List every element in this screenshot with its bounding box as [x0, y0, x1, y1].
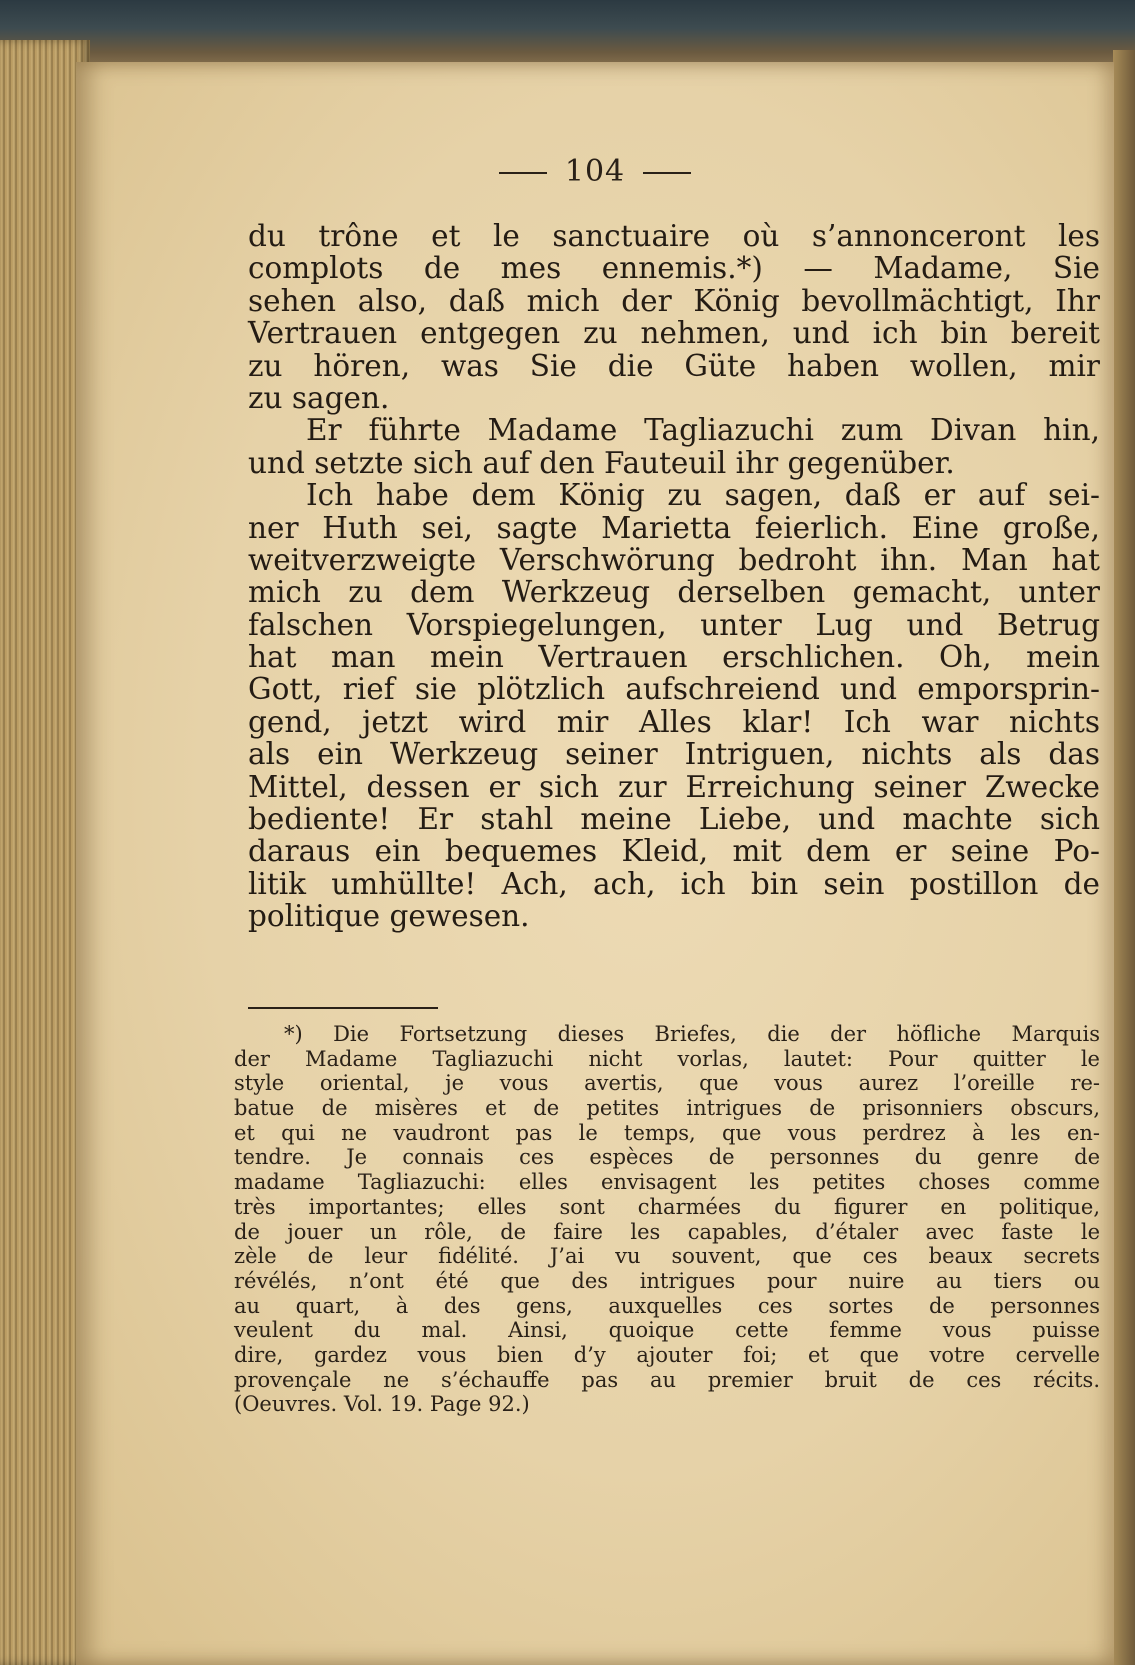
text-line: und setzte sich auf den Fauteuil ihr gegenüber. — [248, 445, 955, 480]
footnote-line: madame Tagliazuchi: elles envisagent les petites choses comme — [234, 1170, 1100, 1195]
text-line: mich zu dem Werkzeug derselben gemacht, unter — [248, 575, 1100, 610]
text-line: Ich habe dem König zu sagen, daß er auf sei- — [306, 478, 1100, 513]
footnote-line: style oriental, je vous avertis, que vous aurez l’oreille re- — [234, 1071, 1100, 1096]
footnote-line: veulent du mal. Ainsi, quoique cette femme vous puisse — [234, 1318, 1100, 1343]
text-line: zu sagen. — [248, 380, 390, 415]
text-line: du trône et le sanctuaire où s’annonceront les — [248, 219, 1100, 253]
text-line: falschen Vorspiegelungen, unter Lug und Betrug — [248, 607, 1100, 642]
text-line: bediente! Er stahl meine Liebe, und machte sich — [248, 802, 1100, 837]
text-line: Er führte Madame Tagliazuchi zum Divan hin, — [306, 413, 1100, 448]
text-line: ner Huth sei, sagte Marietta feierlich. Eine große, — [248, 510, 1100, 545]
text-line: sehen also, daß mich der König bevollmächtigt, Ihr — [248, 283, 1100, 318]
text-line: Vertrauen entgegen zu nehmen, und ich bin bereit — [248, 316, 1100, 351]
text-line: litik umhüllte! Ach, ach, ich bin sein postillon de — [248, 866, 1100, 901]
text-line: weitverzweigte Verschwörung bedroht ihn. Man hat — [248, 542, 1100, 577]
book-binding-top — [0, 0, 1135, 70]
header-rule-right — [643, 172, 691, 174]
page-edges-right — [1113, 50, 1135, 1665]
footnote-line: (Oeuvres. Vol. 19. Page 92.) — [234, 1392, 530, 1417]
header-rule-left — [499, 172, 547, 174]
footnote-line: provençale ne s’échauffe pas au premier bruit de ces récits. — [234, 1367, 1100, 1392]
footnote-line: révélés, n’ont été que des intrigues pour nuire au tiers ou — [234, 1268, 1100, 1293]
text-line: complots de mes ennemis.*) — Madame, Sie — [248, 251, 1100, 286]
text-line: politique gewesen. — [248, 899, 530, 934]
footnote-line: et qui ne vaudront pas le temps, que vous perdrez à les en- — [234, 1120, 1100, 1145]
text-line: Mittel, dessen er sich zur Erreichung seiner Zwecke — [248, 769, 1100, 804]
footnote-line: batue de misères et de petites intrigues de prisonniers obscurs, — [234, 1096, 1100, 1121]
footnote-line: très importantes; elles sont charmées du figurer en politique, — [234, 1194, 1100, 1219]
book-page — [76, 62, 1114, 1665]
text-line: zu hören, was Sie die Güte haben wollen, mir — [248, 348, 1100, 383]
text-line: als ein Werkzeug seiner Intriguen, nichts als das — [248, 737, 1100, 772]
footnote — [234, 1022, 1100, 1417]
text-line: Gott, rief sie plötzlich aufschreiend und emporsprin- — [248, 672, 1100, 707]
footnote-line: dire, gardez vous bien d’y ajouter foi; et que votre cervelle — [234, 1342, 1100, 1367]
footnote-line: tendre. Je connais ces espèces de personnes du genre de — [234, 1145, 1100, 1170]
page-number: 104 — [564, 154, 626, 189]
footnote-line: *) Die Fortsetzung dieses Briefes, die der höfliche Marquis — [284, 1022, 1100, 1046]
footnote-separator — [248, 1007, 438, 1009]
footnote-line: der Madame Tagliazuchi nicht vorlas, lautet: Pour quitter le — [234, 1046, 1100, 1071]
footnote-line: au quart, à des gens, auxquelles ces sortes de personnes — [234, 1293, 1100, 1318]
text-line: gend, jetzt wird mir Alles klar! Ich war nichts — [248, 704, 1100, 739]
page-header — [76, 154, 1114, 189]
text-line: daraus ein bequemes Kleid, mit dem er seine Po- — [248, 834, 1100, 869]
footnote-line: de jouer un rôle, de faire les capables, d’étaler avec faste le — [234, 1219, 1100, 1244]
footnote-line: zèle de leur fidélité. J’ai vu souvent, que ces beaux secrets — [234, 1244, 1100, 1269]
text-line: hat man mein Vertrauen erschlichen. Oh, mein — [248, 640, 1100, 675]
main-text — [248, 220, 1100, 933]
